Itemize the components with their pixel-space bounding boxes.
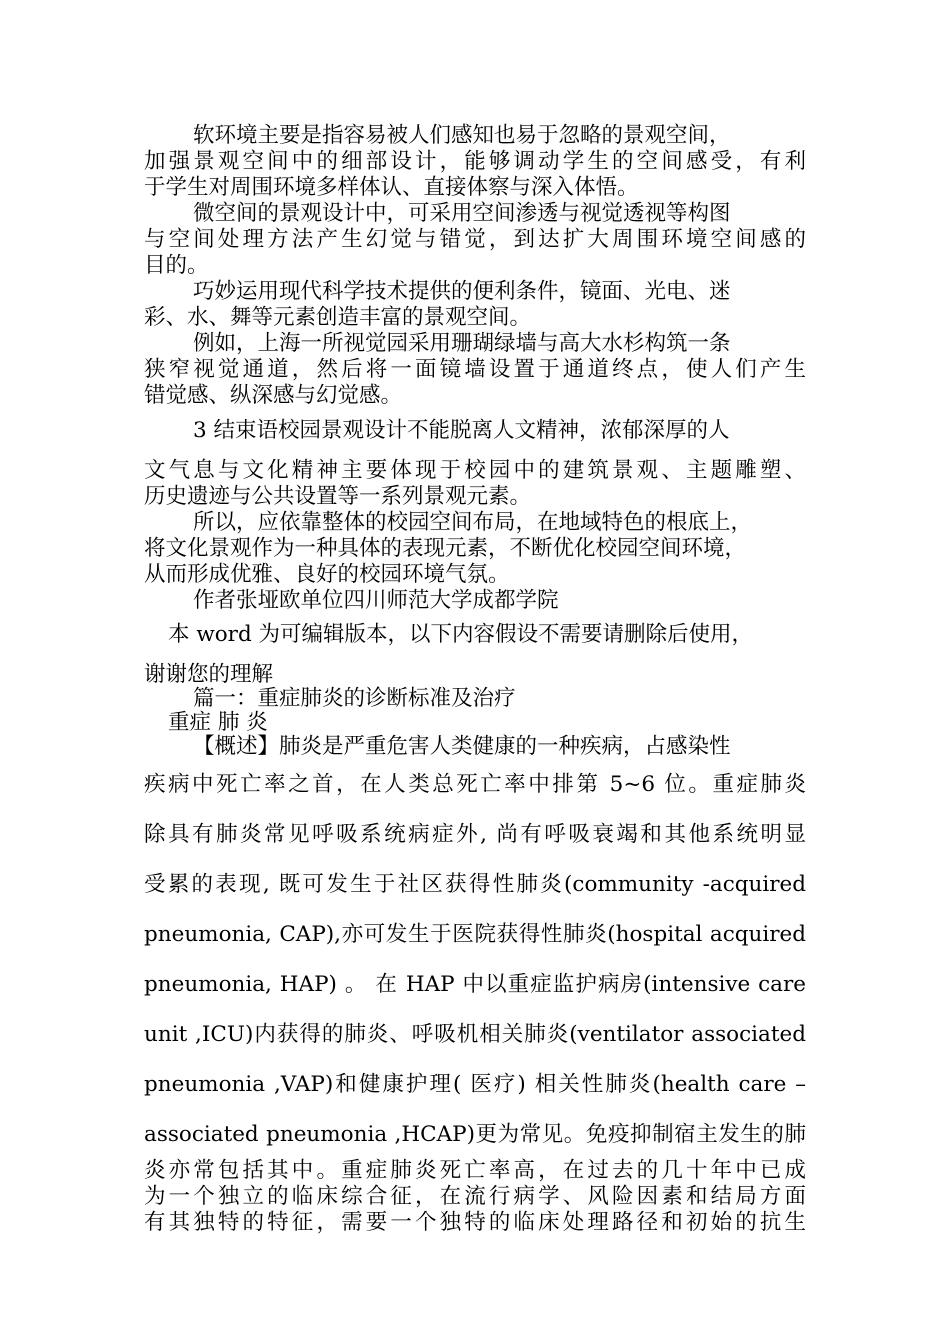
paragraph-3-line-2: 彩、水、舞等元素创造丰富的景观空间。 xyxy=(144,305,532,330)
overview-line-12: 有其独特的特征，需要一个独特的临床处理路径和初始的抗生 xyxy=(144,1210,806,1235)
paragraph-2-line-1: 微空间的景观设计中，可采用空间渗透与视觉透视等构图 xyxy=(193,201,731,226)
paragraph-1-line-1: 软环境主要是指容易被人们感知也易于忽略的景观空间， xyxy=(193,123,731,148)
paragraph-6-line-1: 所以，应依靠整体的校园空间布局，在地域特色的根底上， xyxy=(193,510,753,535)
notice-line-1: 本 word 为可编辑版本，以下内容假设不需要请删除后使用， xyxy=(168,622,754,647)
article-title: 篇一：重症肺炎的诊断标准及治疗 xyxy=(193,686,516,711)
paragraph-5-line-2: 文气息与文化精神主要体现于校园中的建筑景观、主题雕塑、 xyxy=(144,458,806,483)
overview-line-9: associated pneumonia ,HCAP)更为常见。免疫抑制宿主发生的肺 xyxy=(144,1122,806,1147)
paragraph-5-line-3: 历史遗迹与公共设置等一系列景观元素。 xyxy=(144,484,532,509)
paragraph-1-line-2: 加强景观空间中的细部设计，能够调动学生的空间感受，有利 xyxy=(144,149,806,174)
notice-line-2: 谢谢您的理解 xyxy=(144,662,274,687)
paragraph-2-line-3: 目的。 xyxy=(144,253,209,278)
paragraph-6-line-3: 从而形成优雅、良好的校园环境气氛。 xyxy=(144,562,510,587)
overview-line-2: 疾病中死亡率之首，在人类总死亡率中排第 5~6 位。重症肺炎 xyxy=(144,772,806,797)
overview-line-5: pneumonia, CAP),亦可发生于医院获得性肺炎(hospital acquired xyxy=(144,922,806,947)
author-line: 作者张垭欧单位四川师范大学成都学院 xyxy=(193,588,559,613)
paragraph-1-line-3: 于学生对周围环境多样体认、直接体察与深入体悟。 xyxy=(144,175,639,200)
overview-line-11: 为一个独立的临床综合征，在流行病学、风险因素和结局方面 xyxy=(144,1184,806,1209)
paragraph-2-line-2: 与空间处理方法产生幻觉与错觉，到达扩大周围环境空间感的 xyxy=(144,227,806,252)
overview-line-8: pneumonia ,VAP)和健康护理( 医疗) 相关性肺炎(health care – xyxy=(144,1072,806,1097)
paragraph-3-line-1: 巧妙运用现代科学技术提供的便利条件，镜面、光电、迷 xyxy=(193,279,731,304)
overview-line-1: 【概述】肺炎是严重危害人类健康的一种疾病，占感染性 xyxy=(193,734,731,759)
overview-line-3: 除具有肺炎常见呼吸系统病症外, 尚有呼吸衰竭和其他系统明显 xyxy=(144,822,806,847)
paragraph-4-line-2: 狭窄视觉通道，然后将一面镜墙设置于通道终点，使人们产生 xyxy=(144,357,806,382)
overview-line-6: pneumonia, HAP) 。 在 HAP 中以重症监护病房(intensive care xyxy=(144,972,806,997)
paragraph-6-line-2: 将文化景观作为一种具体的表现元素，不断优化校园空间环境， xyxy=(144,536,747,561)
section-title: 重症 肺 炎 xyxy=(168,710,268,735)
paragraph-4-line-1: 例如，上海一所视觉园采用珊瑚绿墙与高大水杉构筑一条 xyxy=(193,331,731,356)
overview-line-7: unit ,ICU)内获得的肺炎、呼吸机相关肺炎(ventilator associated xyxy=(144,1022,806,1047)
paragraph-4-line-3: 错觉感、纵深感与幻觉感。 xyxy=(144,383,403,408)
overview-line-4: 受累的表现, 既可发生于社区获得性肺炎(community -acquired xyxy=(144,872,806,897)
paragraph-5-line-1: 3 结束语校园景观设计不能脱离人文精神，浓郁深厚的人 xyxy=(193,418,730,443)
overview-line-10: 炎亦常包括其中。重症肺炎死亡率高，在过去的几十年中已成 xyxy=(144,1158,806,1183)
